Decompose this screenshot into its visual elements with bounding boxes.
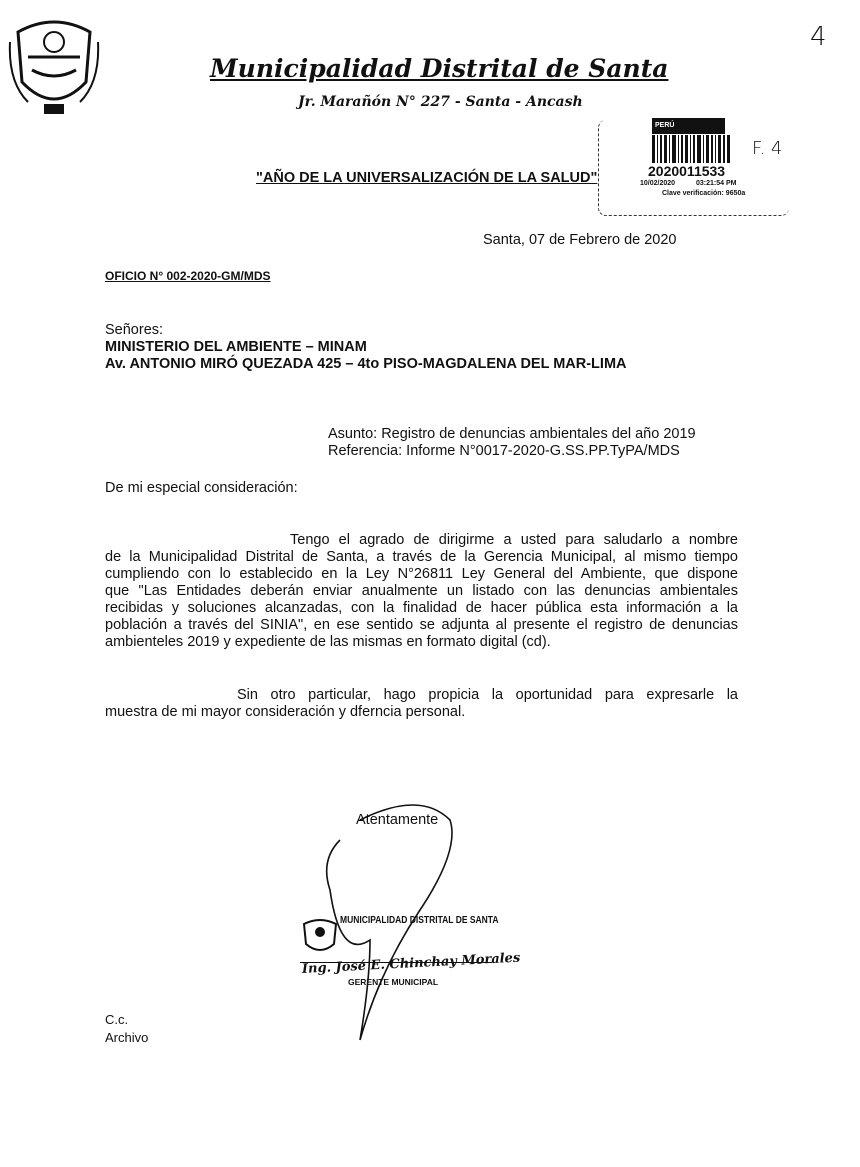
salutation: Señores:: [105, 322, 164, 338]
stamp-date: 10/02/2020: [640, 180, 676, 187]
year-motto: "AÑO DE LA UNIVERSALIZACIÓN DE LA SALUD": [256, 170, 598, 186]
seal-text: MUNICIPALIDAD DISTRITAL DE SANTA: [340, 915, 499, 926]
place-date: Santa, 07 de Febrero de 2020: [483, 232, 677, 248]
farewell: Atentamente: [356, 812, 439, 828]
stamp-time: 03:21:54 PM: [696, 180, 737, 187]
office-number: OFICIO N° 002-2020-GM/MDS: [105, 269, 271, 283]
signer-title: GERENTE MUNICIPAL: [348, 977, 439, 987]
reference: Referencia: Informe N°0017-2020-G.SS.PP.TyPA/MDS: [328, 443, 680, 459]
institution-address: Jr. Marañón N° 227 - Santa - Ancash: [298, 94, 583, 110]
body-line: población a través del SINIA", en ese sentido se adjunta al presente el registro de denuncias: [105, 617, 738, 633]
greeting: De mi especial consideración:: [105, 480, 298, 496]
folio-note-handwritten: F. 4: [752, 138, 783, 159]
body-line: de la Municipalidad Distrital de Santa, a través de la Gerencia Municipal, al mismo tiempo: [105, 549, 738, 565]
cc-item: Archivo: [105, 1030, 149, 1045]
barcode: [652, 135, 730, 163]
body-line: cumpliendo con lo establecido en la Ley N°26811 Ley General del Ambiente, que dispone: [105, 566, 738, 582]
subject: Asunto: Registro de denuncias ambientales del año 2019: [328, 426, 696, 442]
verification-code: Clave verificación: 9650a: [662, 190, 746, 197]
municipal-seal-icon: [300, 918, 340, 954]
body-line: ambienteles 2019 y expediente de las mismas en formato digital (cd).: [105, 634, 551, 650]
tracking-number: 2020011533: [648, 163, 726, 179]
municipal-crest-logo: [8, 12, 100, 120]
institution-name: Municipalidad Distrital de Santa: [210, 54, 669, 83]
cc-label: C.c.: [105, 1012, 129, 1027]
body-line: recibidas y soluciones alcanzadas, con la finalidad de hacer pública esta información a la: [105, 600, 738, 616]
recipient: MINISTERIO DEL AMBIENTE – MINAM: [105, 339, 367, 355]
closing-line: Sin otro particular, hago propicia la oportunidad para expresarle la: [237, 687, 738, 703]
page-number-handwritten: 4: [810, 22, 827, 52]
body-line: Tengo el agrado de dirigirme a usted para saludarlo a nombre: [290, 532, 738, 548]
peru-logo: PERÚ: [652, 118, 725, 134]
signer-name: Ing. José E. Chinchay Morales: [301, 950, 521, 977]
closing-line: muestra de mi mayor consideración y dferncia personal.: [105, 704, 466, 720]
body-line: que "Las Entidades deberán enviar anualmente un listado con las denuncias ambientales: [105, 583, 738, 599]
recipient-address: Av. ANTONIO MIRÓ QUEZADA 425 – 4to PISO-MAGDALENA DEL MAR-LIMA: [105, 356, 627, 372]
